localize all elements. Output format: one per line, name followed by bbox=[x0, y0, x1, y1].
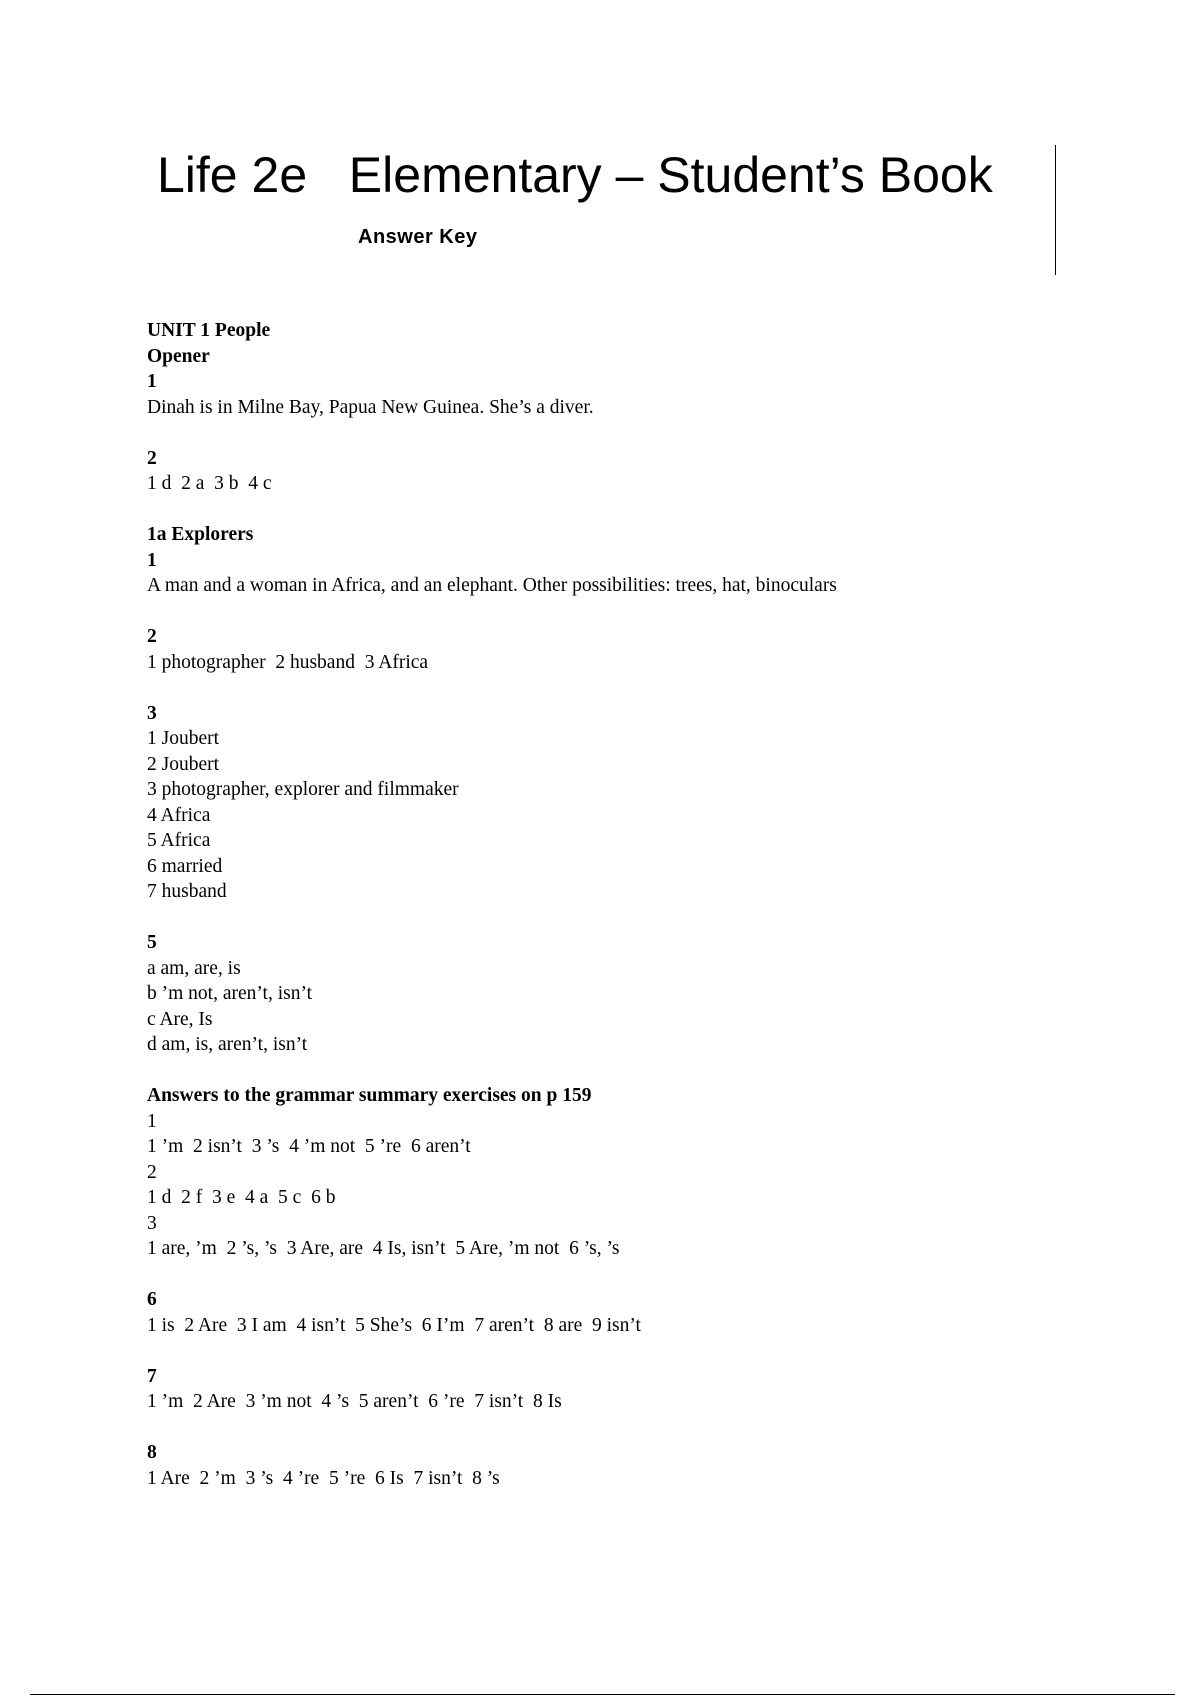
answer-line: a am, are, is bbox=[147, 957, 241, 979]
answer-line: 1 ’m 2 isn’t 3 ’s 4 ’m not 5 ’re 6 aren’t bbox=[147, 1136, 471, 1157]
answer-line: 2 Joubert bbox=[147, 753, 220, 775]
answer-line: 4 Africa bbox=[147, 804, 211, 826]
exercise-number: 3 bbox=[147, 702, 157, 724]
explorers-heading: 1a Explorers bbox=[147, 524, 254, 545]
answer-line: 1 ’m 2 Are 3 ’m not 4 ’s 5 aren’t 6 ’re 7 isn’t 8 Is bbox=[147, 1391, 562, 1412]
answer-line: 1 Are 2 ’m 3 ’s 4 ’re 5 ’re 6 Is 7 isn’t 8 ’s bbox=[147, 1467, 500, 1489]
answer-line: 1 is 2 Are 3 I am 4 isn’t 5 She’s 6 I’m 7 aren’t 8 are 9 isn’t bbox=[147, 1314, 641, 1336]
answer-line: 7 husband bbox=[147, 881, 227, 902]
document-subtitle: Answer Key bbox=[358, 226, 478, 248]
exercise-number: 2 bbox=[147, 1161, 157, 1183]
unit-title: UNIT 1 People bbox=[147, 320, 271, 341]
exercise-number: 1 bbox=[147, 1110, 157, 1132]
answer-line: 1 Joubert bbox=[147, 728, 220, 749]
exercise-number: 5 bbox=[147, 932, 157, 953]
grammar-summary-heading: Answers to the grammar summary exercises on p 159 bbox=[147, 1085, 592, 1106]
exercise-number: 7 bbox=[147, 1365, 157, 1387]
page-bottom-rule bbox=[30, 1694, 1175, 1695]
answer-line: A man and a woman in Africa, and an elephant. Other possibilities: trees, hat, binoculars bbox=[147, 575, 837, 596]
answer-line: 1 photographer 2 husband 3 Africa bbox=[147, 651, 429, 673]
exercise-number: 8 bbox=[147, 1442, 157, 1463]
answer-line: 6 married bbox=[147, 855, 223, 877]
exercise-number: 6 bbox=[147, 1289, 157, 1310]
answer-line: 3 photographer, explorer and filmmaker bbox=[147, 779, 459, 800]
answer-line: 5 Africa bbox=[147, 830, 211, 851]
opener-heading: Opener bbox=[147, 345, 210, 367]
exercise-number: 2 bbox=[147, 447, 157, 469]
answer-key-content bbox=[147, 318, 1147, 1491]
answer-line: c Are, Is bbox=[147, 1008, 213, 1030]
exercise-number: 2 bbox=[147, 626, 157, 647]
document-title: Life 2e Elementary – Student’s Book bbox=[157, 147, 993, 203]
header-vertical-rule bbox=[1055, 145, 1056, 275]
exercise-number: 3 bbox=[147, 1212, 157, 1234]
exercise-number: 1 bbox=[147, 371, 157, 392]
answer-line: 1 d 2 f 3 e 4 a 5 c 6 b bbox=[147, 1187, 336, 1208]
answer-line: Dinah is in Milne Bay, Papua New Guinea. She’s a diver. bbox=[147, 396, 594, 418]
exercise-number: 1 bbox=[147, 549, 157, 571]
answer-line: 1 are, ’m 2 ’s, ’s 3 Are, are 4 Is, isn’t 5 Are, ’m not 6 ’s, ’s bbox=[147, 1238, 620, 1259]
answer-line: d am, is, aren’t, isn’t bbox=[147, 1034, 308, 1055]
answer-line: 1 d 2 a 3 b 4 c bbox=[147, 473, 272, 494]
answer-line: b ’m not, aren’t, isn’t bbox=[147, 983, 313, 1004]
